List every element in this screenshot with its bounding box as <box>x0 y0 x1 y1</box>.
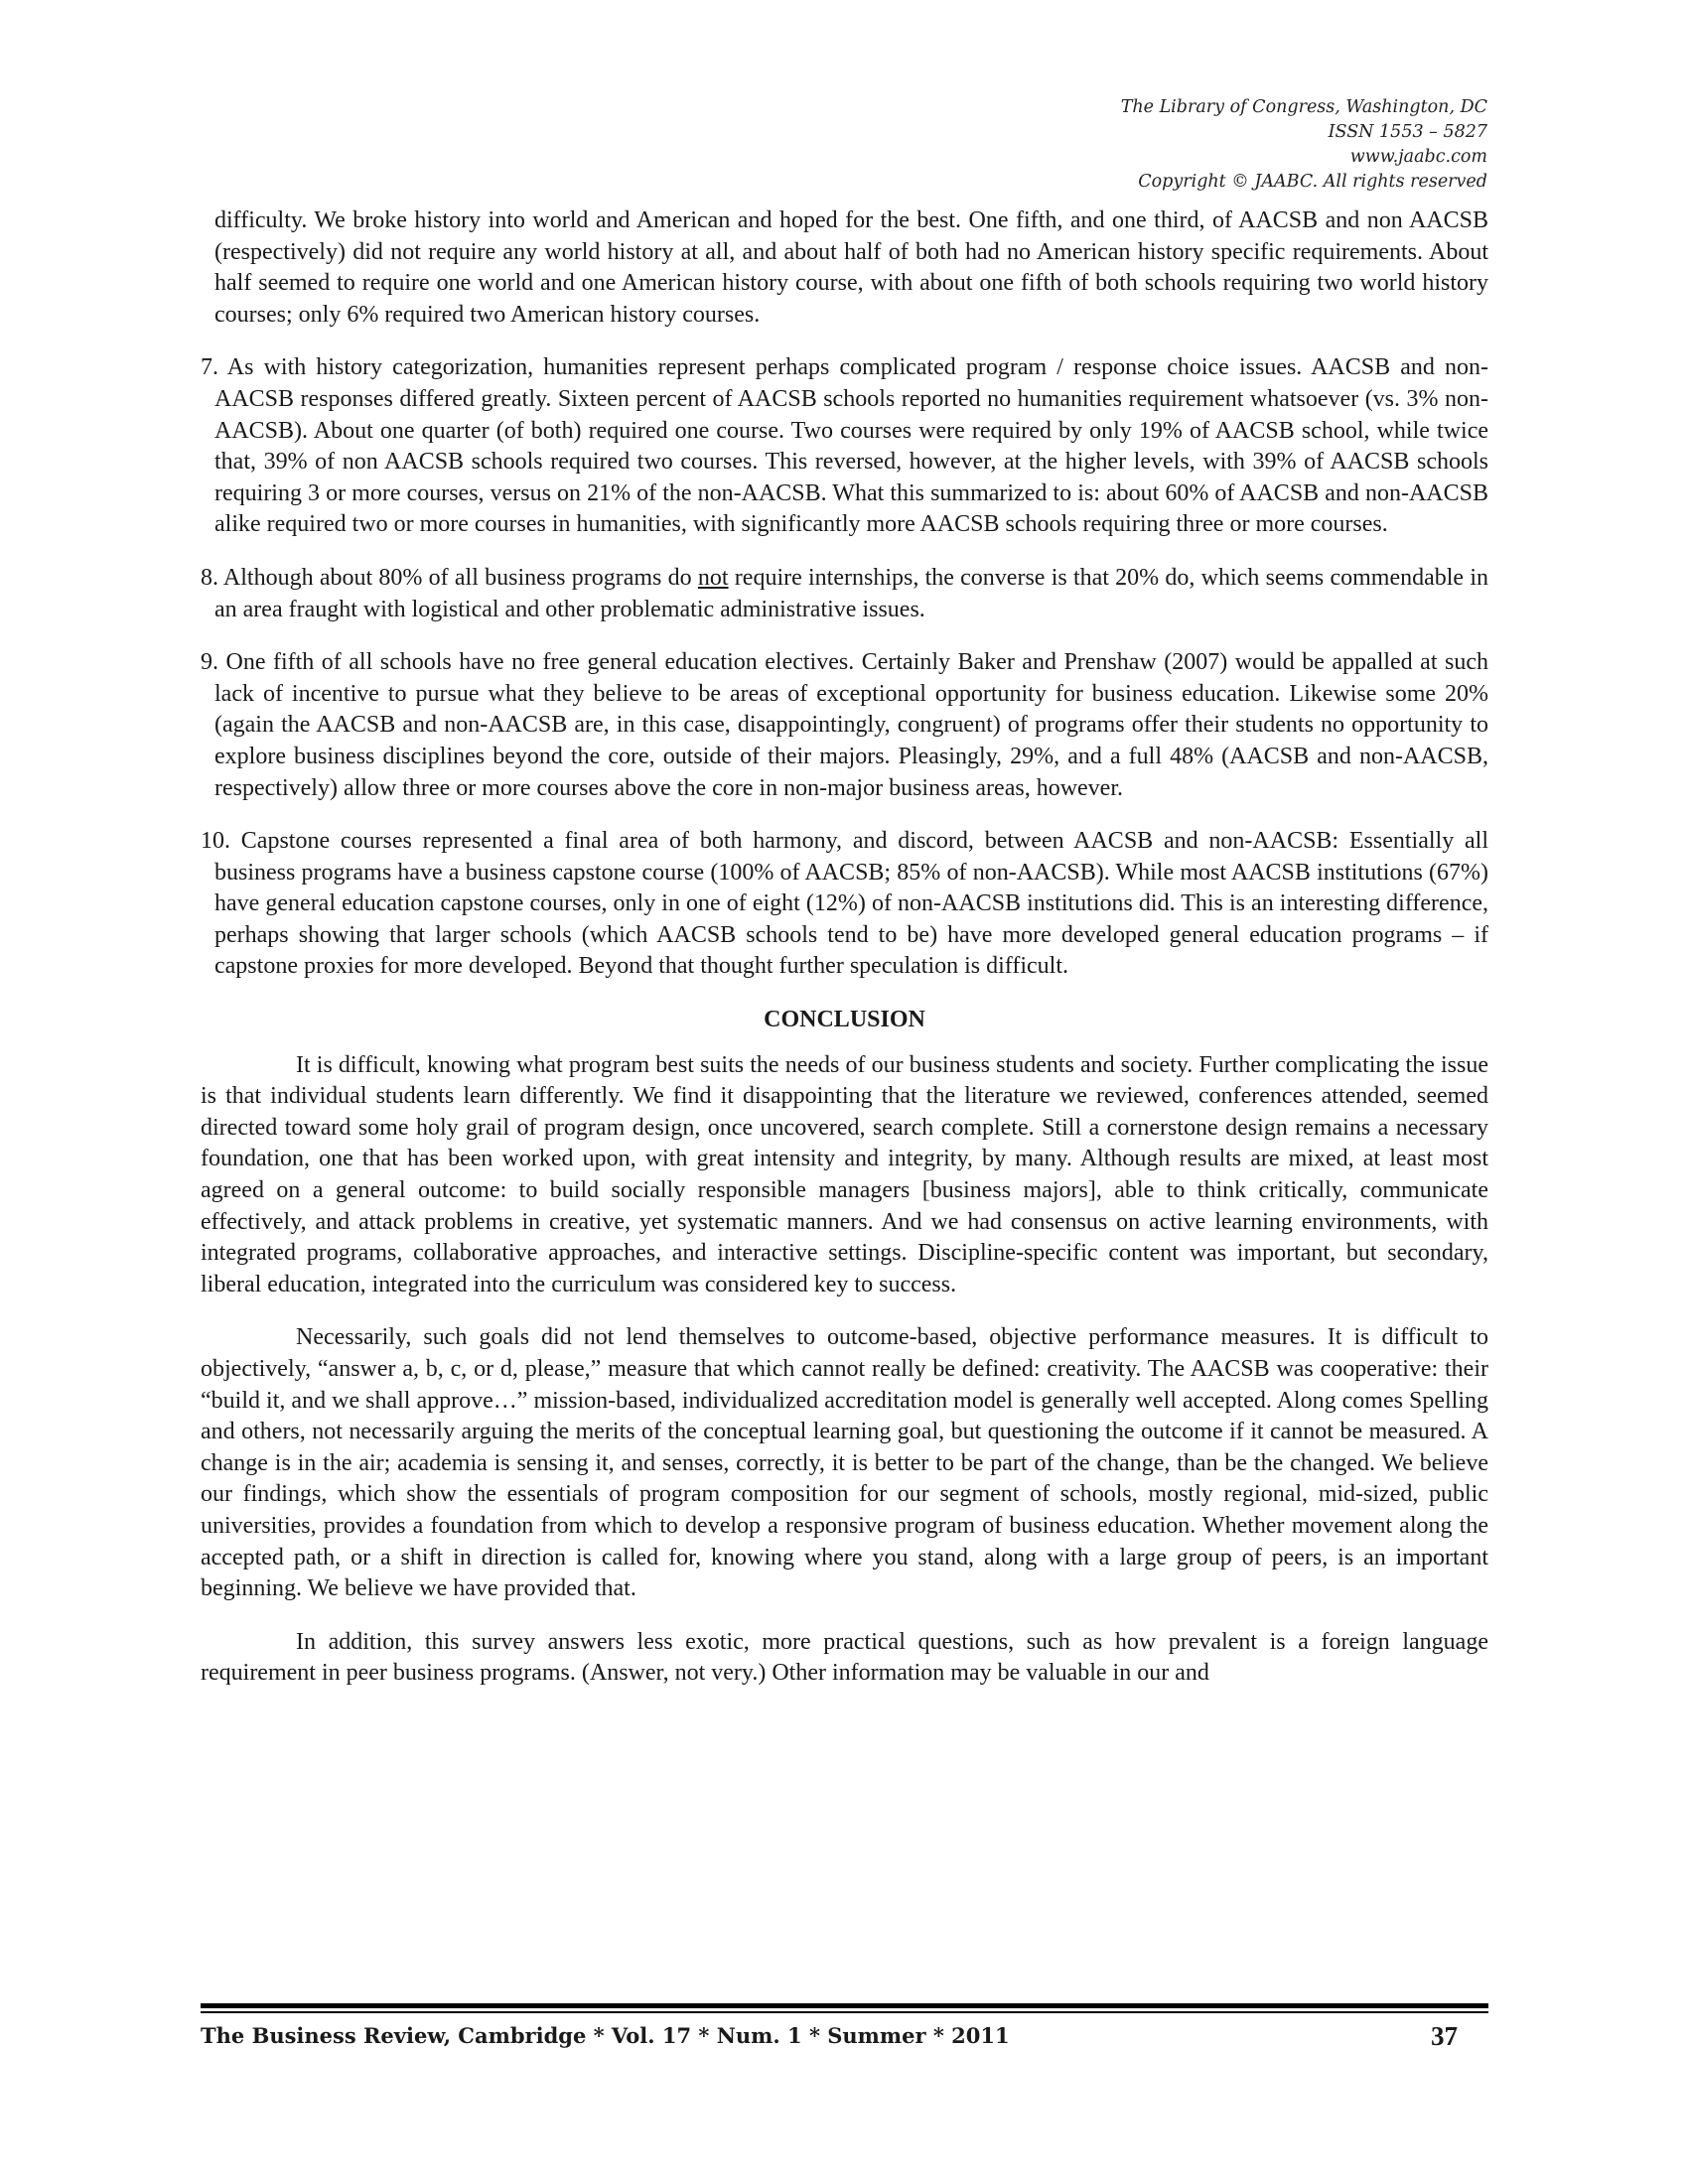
page-body <box>201 205 1488 1711</box>
list-item-9: 9. One fifth of all schools have no free general education electives. Certainly Baker and Prenshaw (2007) would be appalled at such lack of incentive to pursue what they believe to be areas of exceptional opportunity for business education. Likewise some 20% (again the AACSB and non-AACSB are, in this case, disappointingly, congruent) of programs offer their students no opportunity to explore business disciplines beyond the core, outside of their majors. Pleasingly, 29%, and a full 48% (AACSB and non-AACSB, respectively) allow three or more courses above the core in non-major business areas, however. <box>201 649 1488 801</box>
list-item-7: 7. As with history categorization, humanities represent perhaps complicated program / response choice issues. AACSB and non-AACSB responses differed greatly. Sixteen percent of AACSB schools reported no humanities requirement whatsoever (vs. 3% non-AACSB). About one quarter (of both) required one course. Two courses were required by only 19% of AACSB school, while twice that, 39% of non AACSB schools required two courses. This reversed, however, at the higher levels, with 39% of AACSB schools requiring 3 or more courses, versus on 21% of the non-AACSB. What this summarized to is: about 60% of AACSB and non-AACSB alike required two or more courses in humanities, with significantly more AACSB schools requiring three or more courses. <box>201 354 1488 538</box>
continued-paragraph: difficulty. We broke history into world and American and hoped for the best. One fifth, and one third, of AACSB and non AACSB (respectively) did not require any world history at all, and about half of both had no American history specific requirements. About half seemed to require one world and one American history course, with about one fifth of both schools requiring two world history courses; only 6% required two American history courses. <box>214 207 1488 328</box>
footer-rule-thick <box>201 2003 1488 2008</box>
header-line-website: www.jaabc.com <box>1349 147 1487 167</box>
page-number: 37 <box>1431 2021 1458 2051</box>
conclusion-paragraph-1: It is difficult, knowing what program best suits the needs of our business students and society. Further complicating the issue is that individual students learn differently. We find it disappointing that the literature we reviewed, conferences attended, seemed directed toward some holy grail of program design, once uncovered, search complete. Still a cornerstone design remains a necessary foundation, one that has been worked upon, with great intensity and integrity, by many. Although results are mixed, at least most agreed on a general outcome: to build socially responsible managers [business majors], able to think critically, communicate effectively, and attack problems in creative, yet systematic manners. And we had consensus on active learning environments, with integrated programs, collaborative approaches, and interactive settings. Discipline-specific content was important, but secondary, liberal education, integrated into the curriculum was considered key to success. <box>201 1051 1488 1297</box>
header-line-issn: ISSN 1553 – 5827 <box>1328 122 1487 142</box>
footer-rule-thin <box>201 2011 1488 2013</box>
conclusion-paragraph-2: Necessarily, such goals did not lend themselves to outcome-based, objective performance measures. It is difficult to objectively, “answer a, b, c, or d, please,” measure that which cannot really be defined: creativity. The AACSB was cooperative: their “build it, and we shall approve…” mission-based, individualized accreditation model is generally well accepted. Along comes Spelling and others, not necessarily arguing the merits of the conceptual learning goal, but questioning the outcome if it cannot be measured. A change is in the air; academia is sensing it, and senses, correctly, it is better to be part of the change, than be the changed. We believe our findings, which show the essentials of program composition for our segment of schools, mostly regional, mid-sized, public universities, provides a foundation from which to develop a responsive program of business education. Whether movement along the accepted path, or a shift in direction is called for, knowing where you stand, along with a large group of peers, is an important beginning. We believe we have provided that. <box>201 1324 1488 1602</box>
header-line-copyright: Copyright © JAABC. All rights reserved <box>1138 172 1487 192</box>
list-item-8 <box>201 563 1488 625</box>
conclusion-paragraph-3: In addition, this survey answers less exotic, more practical questions, such as how prevalent is a foreign language requirement in peer business programs. (Answer, not very.) Other information may be valuable in our and <box>201 1628 1488 1687</box>
item8-underlined-word: not <box>697 564 729 591</box>
item8-text-after: require internships, the converse is that 20% do, which seems commendable in an area fraught with logistical and other problematic administrative issues. <box>214 564 1489 622</box>
header-line-library: The Library of Congress, Washington, DC <box>1120 97 1487 117</box>
item8-text-before: 8. Although about 80% of all business programs do <box>201 564 698 591</box>
journal-header <box>1121 95 1487 195</box>
section-heading-conclusion: CONCLUSION <box>764 1007 925 1033</box>
list-item-10: 10. Capstone courses represented a final area of both harmony, and discord, between AACSB and non-AACSB: Essentially all business programs have a business capstone course (100% of AACSB; 85% of non-AACSB). While most AACSB institutions (67%) have general education capstone courses, only in one of eight (12%) of non-AACSB institutions did. This is an interesting difference, perhaps showing that larger schools (which AACSB schools tend to be) have more developed general education programs – if capstone proxies for more developed. Beyond that thought further speculation is difficult. <box>201 828 1488 980</box>
footer-journal-citation: The Business Review, Cambridge * Vol. 17 * Num. 1 * Summer * 2011 <box>201 2023 1010 2048</box>
